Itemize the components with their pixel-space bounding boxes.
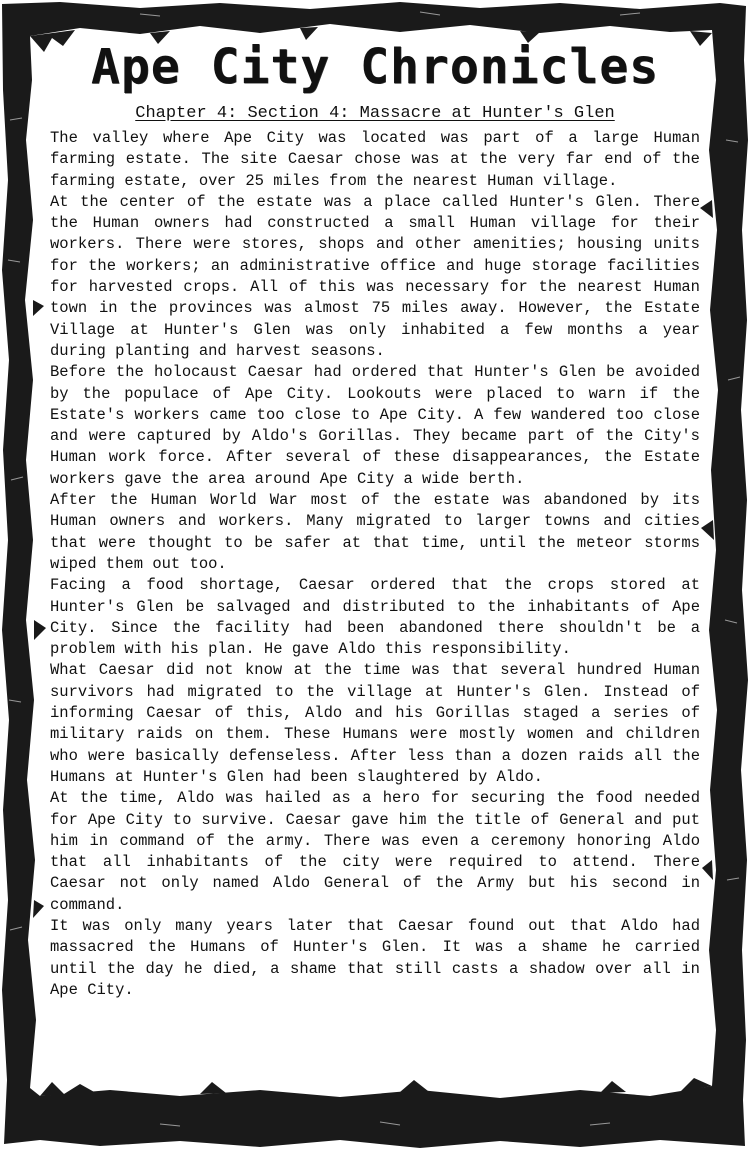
document-title: Ape City Chronicles [90,39,660,95]
paragraph: At the center of the estate was a place called Hunter's Glen. There the Human owners had constructed a small Human village for their workers. There were stores, shops and other amenities; housing units for the workers; an administrative office and huge storage facilities for harvested crops. All of this was necessary for the nearest Human town in the provinces was almost 75 miles away. However, the Estate Village at Hunter's Glen was only inhabited a few months a year during planting and harvest seasons. [50,192,700,360]
paragraph: The valley where Ape City was located was part of a large Human farming estate. The site Caesar chose was at the very far end of the farming estate, over 25 miles from the nearest Human village. [50,129,700,190]
chapter-heading: Chapter 4: Section 4: Massacre at Hunter's Glen [135,104,615,123]
paragraph: After the Human World War most of the estate was abandoned by its Human owners and workers. Many migrated to larger towns and cities that were thought to be safer at that time, until the meteor storms wiped them out too. [50,491,700,573]
paragraph: It was only many years later that Caesar found out that Aldo had massacred the Humans of Hunter's Glen. It was a shame he carried until the day he died, a shame that still casts a shadow over all in Ape City. [50,916,700,999]
paragraph: At the time, Aldo was hailed as a hero for securing the food needed for Ape City to survive. Caesar gave him the title of General and put him in command of the army. There was even a ceremony honoring Aldo that all inhabitants of the city were required to attend. There Caesar not only named Aldo General of the Army but his second in command. [50,789,700,914]
chronicle-content [50,36,700,1001]
chronicle-body [50,128,700,1001]
paragraph: Facing a food shortage, Caesar ordered that the crops stored at Hunter's Glen be salvaged and distributed to the inhabitants of Ape City. Since the facility had been abandoned there shouldn't be a problem with his plan. He gave Aldo this responsibility. [50,576,700,659]
paragraph: What Caesar did not know at the time was that several hundred Human survivors had migrated to the village at Hunter's Glen. Instead of informing Caesar of this, Aldo and his Gorillas staged a series of military raids on them. These Humans were mostly women and children who were basically defenseless. After less than a dozen raids all the Humans at Hunter's Glen had been slaughtered by Aldo. [50,661,700,786]
paragraph: Before the holocaust Caesar had ordered that Hunter's Glen be avoided by the populace of Ape City. Lookouts were placed to warn if the Estate's workers came too close to Ape City. A few wandered too close and were captured by Aldo's Gorillas. They became part of the City's Human work force. After several of these disappearances, the Estate workers gave the area around Ape City a wide berth. [50,363,700,488]
